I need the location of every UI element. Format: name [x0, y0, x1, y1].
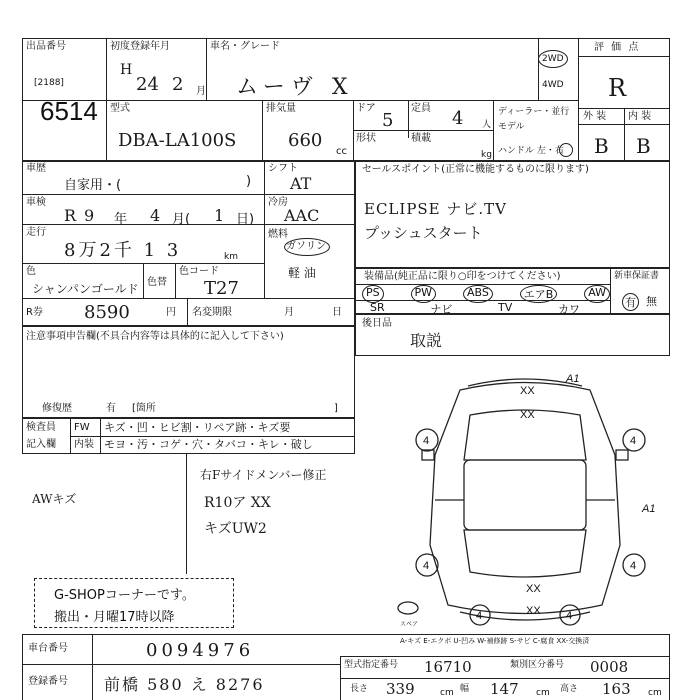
length-value: 339 — [386, 680, 415, 698]
first-reg-month: 2 — [172, 74, 184, 95]
drive-4wd: 4WD — [542, 80, 564, 90]
tire-label-fr: 4 — [630, 435, 637, 447]
note-line3: キズUW2 — [204, 521, 267, 537]
width-unit: cm — [536, 688, 550, 698]
sales-points-label: セールスポイント(正常に機能するものに限ります) — [362, 164, 589, 175]
color-no-label: 色替 — [147, 277, 167, 288]
plate-label: 登録番号 — [28, 676, 68, 687]
handle-right-circle — [559, 143, 573, 157]
name-change-month: 月 — [284, 307, 294, 318]
class-value: 0008 — [590, 658, 629, 676]
car-diagram — [380, 360, 670, 630]
year-unit: 年 — [114, 212, 128, 227]
aftermarket-block — [355, 314, 670, 356]
warranty-label: 新車保証書 — [614, 271, 660, 281]
name-change-day: 日 — [332, 307, 342, 318]
first-reg-label: 初度登録年月 — [110, 41, 170, 52]
history-value: 自家用・( — [64, 178, 122, 193]
handle-label: ハンドル 左・右 — [498, 146, 564, 156]
capacity-value: 4 — [452, 108, 464, 129]
repair-close: ] — [334, 403, 338, 414]
tire-label-rl: 4 — [423, 560, 430, 572]
repair-value: 有 — [106, 403, 116, 414]
car-rear-window — [464, 530, 586, 577]
recycle-label: R券 — [26, 307, 43, 318]
model-label: 型式 — [110, 103, 130, 114]
lot-no-label: 出品番号 — [26, 41, 66, 52]
shop-line1: G-SHOPコーナーです。 — [54, 588, 195, 603]
length-unit: cm — [440, 688, 454, 698]
equip-navi: ナビ — [430, 303, 453, 316]
spare-label: スペア — [400, 622, 419, 628]
equip-ps: PS — [362, 285, 384, 303]
door-label: ドア — [356, 103, 376, 114]
height-label: 高さ — [560, 684, 579, 694]
warranty-yes: 有 — [622, 293, 639, 311]
model-value: DBA-LA100S — [118, 130, 237, 151]
dealer-label: ディーラー・並行 — [498, 107, 570, 117]
mileage-label: 走行 — [26, 227, 46, 238]
load-label: 積載 — [411, 133, 431, 144]
sales-points-line2: プッシュスタート — [364, 224, 483, 242]
history-close: ) — [246, 174, 252, 189]
aftermarket-value: 取説 — [410, 331, 443, 350]
equipment-label: 装備品(純正品に限り○印をつけてください) — [364, 271, 561, 282]
car-name-value: ムーヴ X — [236, 75, 354, 100]
fw-label: FW — [74, 422, 90, 433]
length-label: 長さ — [350, 684, 369, 694]
tire-label-rear-r: 4 — [566, 610, 573, 622]
interior-label: 内装 — [74, 439, 94, 450]
class-label: 類別区分番号 — [510, 660, 565, 670]
month-unit: 月( — [172, 212, 191, 227]
ac-value: AAC — [284, 206, 320, 225]
repair-place: [箇所 — [132, 403, 156, 414]
first-reg-era: H — [120, 62, 133, 78]
score-value: R — [608, 74, 627, 102]
type-cert-value: 16710 — [424, 658, 472, 676]
first-reg-month-unit: 月 — [196, 86, 206, 97]
legend: A-キズ E-エクボ U-凹み W-補修跡 S-サビ C-腐食 XX-交換済 — [400, 637, 590, 645]
lot-small: [2188] — [34, 78, 64, 88]
aw-note: AWキズ — [32, 492, 77, 506]
note-line1: 右Fサイドメンバー修正 — [200, 468, 327, 482]
mileage-unit: km — [224, 252, 238, 262]
spare-tire — [398, 602, 418, 614]
int-value: B — [636, 134, 651, 158]
capacity-label: 定員 — [411, 103, 431, 114]
inspection-day: 1 — [214, 206, 225, 225]
inspection-month: 4 — [150, 206, 161, 225]
fuel-label: 燃料 — [268, 229, 288, 240]
entry-label: 記入欄 — [26, 439, 56, 450]
equip-airbag: エアB — [520, 285, 558, 303]
inspection-row1: キズ・凹・ヒビ割・リペア跡・キズ要 — [104, 421, 291, 434]
drive-2wd: 2WD — [542, 54, 564, 64]
type-cert-label: 型式指定番号 — [344, 660, 399, 670]
displacement-label: 排気量 — [266, 103, 296, 114]
displacement-value: 660 — [288, 130, 323, 151]
shop-line2: 搬出・月曜17時以降 — [54, 610, 175, 625]
car-roof — [464, 460, 586, 530]
score-label: 評 価 点 — [594, 42, 641, 53]
notes-label: 注意事項申告欄(不具合内容等は具体的に記入して下さい) — [26, 331, 284, 342]
model-label2: モデル — [498, 122, 525, 132]
mark-rear-xx1: XX — [526, 583, 541, 595]
ext-label: 外 装 — [583, 111, 607, 122]
recycle-value: 8590 — [84, 302, 130, 323]
first-reg-year: 24 — [136, 74, 159, 95]
equip-pw: PW — [411, 285, 437, 303]
height-value: 163 — [602, 680, 631, 698]
door-value: 5 — [382, 110, 394, 131]
tire-label-rr: 4 — [630, 560, 637, 572]
height-unit: cm — [648, 688, 662, 698]
shape-label: 形状 — [356, 133, 376, 144]
ext-value: B — [594, 134, 609, 158]
equip-leather: カワ — [558, 303, 580, 316]
mark-side-a1: A1 — [642, 503, 656, 515]
equip-tv: TV — [498, 301, 513, 314]
chassis-value: 0094976 — [146, 640, 255, 661]
width-label: 幅 — [460, 684, 470, 694]
mark-front-xx2: XX — [520, 409, 535, 421]
color-code-value: T27 — [204, 278, 239, 299]
mark-rear-xx2: XX — [526, 605, 541, 617]
inspection-row2: モヨ・汚・コゲ・穴・タバコ・キレ・破し — [104, 438, 313, 451]
color-code-label: 色コード — [179, 266, 219, 277]
int-label: 内 装 — [628, 111, 652, 122]
fuel-gas: ガソリン — [286, 241, 326, 252]
aftermarket-label: 後日品 — [362, 318, 392, 329]
equip-aw: AW — [584, 285, 610, 303]
mileage-value: 8万2千 1 3 — [64, 240, 182, 261]
color-label: 色 — [26, 266, 36, 277]
shift-value: AT — [290, 174, 312, 193]
fuel-diesel: 軽 油 — [288, 266, 316, 280]
repair-label: 修復歴 — [42, 403, 72, 414]
tire-label-fl: 4 — [423, 435, 430, 447]
lot-no: 6514 — [40, 96, 98, 126]
shift-label: シフト — [268, 163, 298, 174]
equip-sr: SR — [370, 301, 385, 314]
day-unit: 日) — [236, 212, 255, 227]
history-label: 車歴 — [26, 163, 46, 174]
ac-label: 冷房 — [268, 197, 288, 208]
color-value: シャンパンゴールド — [32, 282, 139, 296]
inspector-label: 検査員 — [26, 422, 56, 433]
inspection-year: 9 — [84, 206, 95, 225]
note-line2: R10ア XX — [204, 495, 271, 511]
width-value: 147 — [490, 680, 519, 698]
recycle-unit: 円 — [166, 307, 176, 318]
displacement-unit: cc — [336, 146, 347, 157]
inspection-label: 車検 — [26, 197, 46, 208]
chassis-label: 車台番号 — [28, 643, 68, 654]
car-name-label: 車名・グレード — [210, 41, 280, 52]
capacity-unit: 人 — [482, 120, 492, 130]
inspection-era: R — [64, 206, 77, 225]
warranty-no: 無 — [646, 295, 657, 308]
load-unit: kg — [481, 150, 492, 160]
plate-value: 前橋 580 え 8276 — [104, 675, 265, 694]
name-change-label: 名変期限 — [192, 307, 232, 318]
tire-label-rear-l: 4 — [476, 610, 483, 622]
mark-front-a1: A1 — [566, 373, 580, 385]
equip-abs: ABS — [463, 285, 493, 303]
sales-points-line1: ECLIPSE ナビ.TV — [364, 200, 508, 218]
mark-front-xx1: XX — [520, 385, 535, 397]
